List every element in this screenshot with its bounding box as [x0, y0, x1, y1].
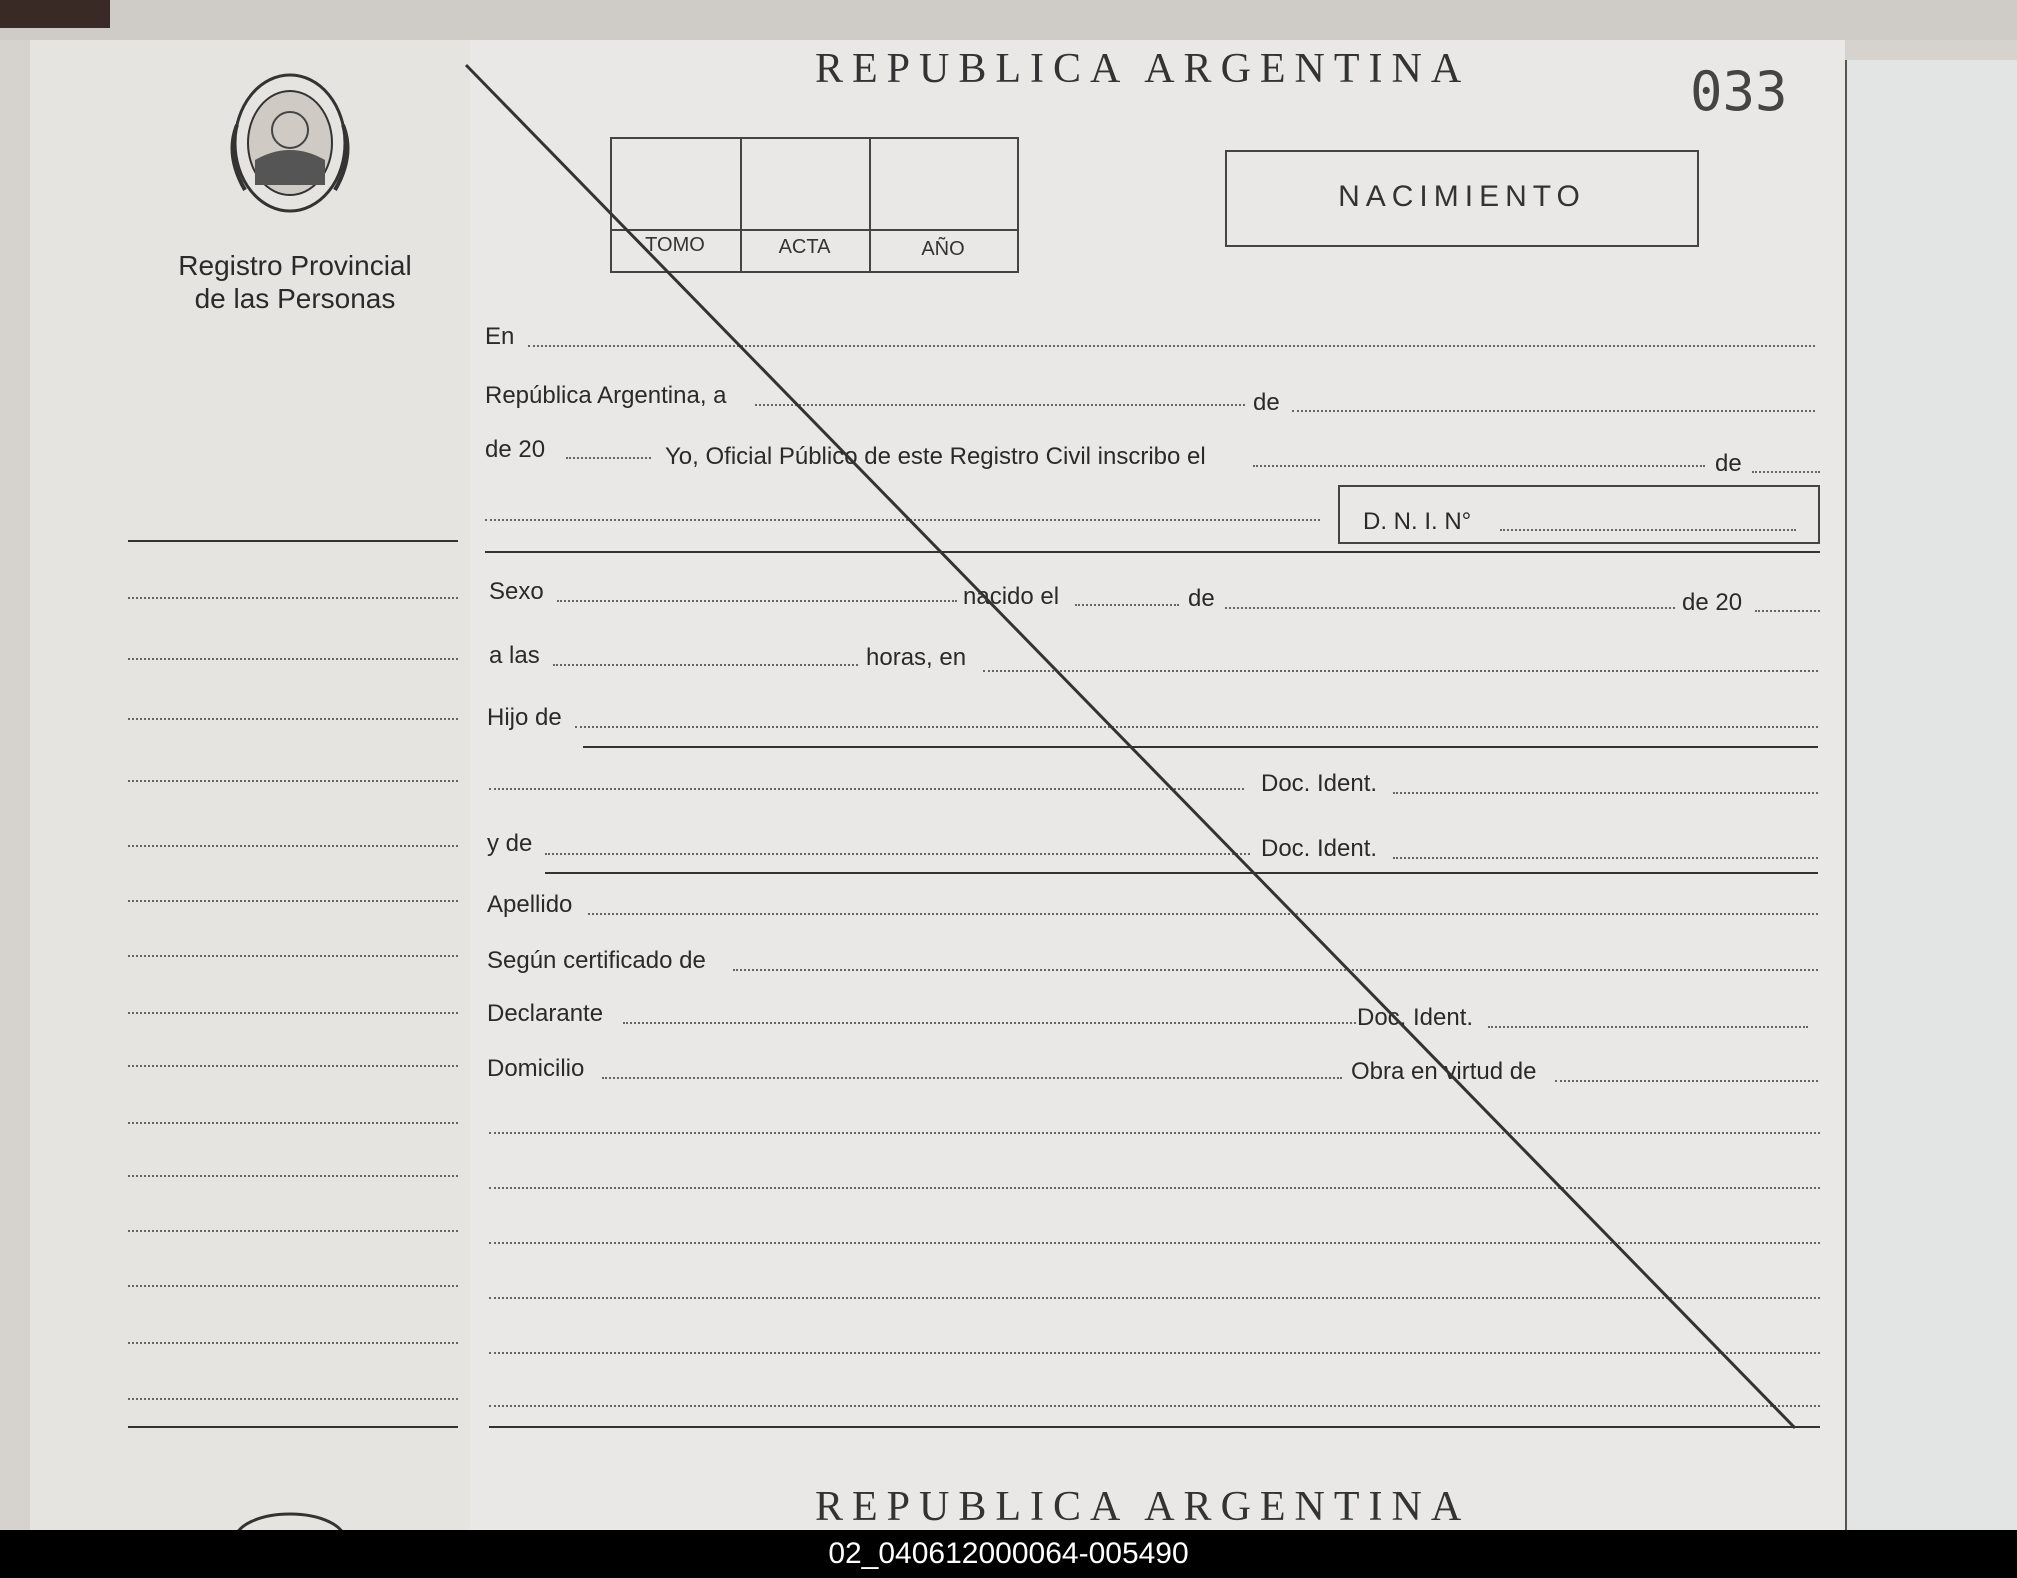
label-nacido-el: nacido el [963, 583, 1060, 610]
label-doc-ident-3: Doc. Ident. [1357, 1004, 1474, 1031]
label-yo-oficial: Yo, Oficial Público de este Registro Civil inscribo el [665, 443, 1206, 470]
label-de-3: de [1188, 585, 1215, 612]
scan-id: 02_040612000064-005490 [828, 1537, 1189, 1570]
acta-label: ACTA [778, 236, 831, 258]
registry-title-line2: de las Personas [194, 283, 396, 314]
label-dni: D. N. I. N° [1363, 508, 1472, 535]
tomo-label: TOMO [645, 234, 705, 256]
label-en: En [485, 323, 515, 350]
label-de-20: de 20 [485, 436, 546, 463]
registry-title-line1: Registro Provincial [178, 250, 412, 281]
label-segun: Según certificado de [487, 947, 706, 974]
label-apellido: Apellido [487, 891, 573, 918]
scan-id-bar [0, 1530, 2017, 1578]
label-sexo: Sexo [489, 578, 544, 605]
label-doc-ident-1: Doc. Ident. [1261, 770, 1378, 797]
label-de-20b: de 20 [1682, 589, 1743, 616]
record-type-label: NACIMIENTO [1338, 180, 1586, 213]
label-de-2: de [1715, 450, 1742, 477]
label-domicilio: Domicilio [487, 1055, 585, 1082]
label-republica: República Argentina, a [485, 382, 727, 409]
label-declarante: Declarante [487, 1000, 604, 1027]
next-seal-icon [230, 1510, 350, 1530]
ano-label: AÑO [921, 238, 965, 260]
label-de-1: de [1253, 389, 1280, 416]
label-hijo-de: Hijo de [487, 704, 562, 731]
label-y-de: y de [487, 830, 533, 857]
label-a-las: a las [489, 642, 540, 669]
page-title: REPUBLICA ARGENTINA [815, 46, 1471, 92]
label-obra: Obra en virtud de [1351, 1058, 1537, 1085]
next-form-title: REPUBLICA ARGENTINA [815, 1484, 1471, 1530]
label-doc-ident-2: Doc. Ident. [1261, 835, 1378, 862]
label-horas-en: horas, en [866, 644, 967, 671]
serial-number: 033 [1690, 60, 1788, 123]
